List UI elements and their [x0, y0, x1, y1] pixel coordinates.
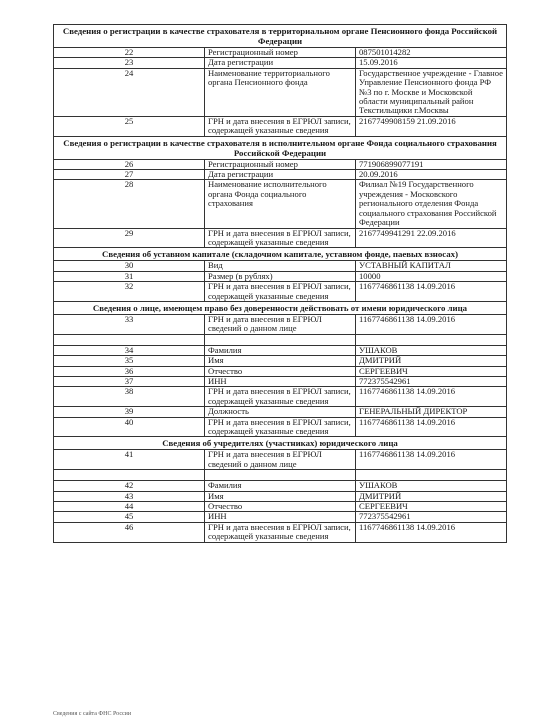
section-header	[54, 437, 507, 450]
row-label: Размер (в рублях)	[205, 271, 356, 281]
row-value: 2167749941291 22.09.2016	[356, 228, 507, 248]
row-label: ГРН и дата внесения в ЕГРЮЛ сведений о данном лице	[205, 450, 356, 470]
row-label: ГРН и дата внесения в ЕГРЮЛ записи, содержащей указанные сведения	[205, 282, 356, 302]
section-header	[54, 136, 507, 159]
table-row	[54, 491, 507, 501]
row-number: 33	[54, 314, 205, 334]
row-label: ГРН и дата внесения в ЕГРЮЛ записи, содержащей указанные сведения	[205, 522, 356, 542]
row-value: 1167746861138 14.09.2016	[356, 282, 507, 302]
row-number: 28	[54, 180, 205, 228]
row-value: 2167749908159 21.09.2016	[356, 116, 507, 136]
row-value: 1167746861138 14.09.2016	[356, 417, 507, 437]
row-value: УСТАВНЫЙ КАПИТАЛ	[356, 261, 507, 271]
row-value: УШАКОВ	[356, 481, 507, 491]
section-title: Сведения о лице, имеющем право без доверенности действовать от имени юридического лица	[54, 301, 507, 314]
row-number: 45	[54, 512, 205, 522]
extract-page	[53, 24, 507, 543]
table-row	[54, 261, 507, 271]
row-label: ИНН	[205, 512, 356, 522]
row-label: ГРН и дата внесения в ЕГРЮЛ записи, содержащей указанные сведения	[205, 387, 356, 407]
row-label: Имя	[205, 491, 356, 501]
row-label: Отчество	[205, 366, 356, 376]
row-label: Отчество	[205, 502, 356, 512]
table-row	[54, 450, 507, 470]
page-footer: Сведения с сайта ФНС России	[53, 711, 132, 717]
table-row	[54, 407, 507, 417]
row-value: УШАКОВ	[356, 345, 507, 355]
row-value: ДМИТРИЙ	[356, 356, 507, 366]
row-label: Регистрационный номер	[205, 48, 356, 58]
row-label: Имя	[205, 356, 356, 366]
table-row	[54, 417, 507, 437]
row-value: 15.09.2016	[356, 58, 507, 68]
table-row	[54, 282, 507, 302]
table-row	[54, 481, 507, 491]
table-row	[54, 512, 507, 522]
spacer-cell	[205, 334, 356, 345]
row-value: 772375542961	[356, 376, 507, 386]
row-value: 1167746861138 14.09.2016	[356, 522, 507, 542]
row-label: Регистрационный номер	[205, 159, 356, 169]
row-label: Дата регистрации	[205, 170, 356, 180]
row-number: 42	[54, 481, 205, 491]
table-row	[54, 170, 507, 180]
row-value: Филиал №19 Государственного учреждения - Московского регионального отделения Фонда социального страхования Российской Федерации	[356, 180, 507, 228]
table-row	[54, 314, 507, 334]
table-row	[54, 356, 507, 366]
row-label: ГРН и дата внесения в ЕГРЮЛ записи, содержащей указанные сведения	[205, 116, 356, 136]
table-row	[54, 345, 507, 355]
section-header	[54, 25, 507, 48]
row-label: ГРН и дата внесения в ЕГРЮЛ записи, содержащей указанные сведения	[205, 417, 356, 437]
row-value: 087501014282	[356, 48, 507, 58]
row-number: 32	[54, 282, 205, 302]
row-number: 26	[54, 159, 205, 169]
row-number: 46	[54, 522, 205, 542]
section-title: Сведения о регистрации в качестве страхователя в исполнительном органе Фонда социального страхования Российской Федерации	[54, 136, 507, 159]
row-number: 40	[54, 417, 205, 437]
row-number: 43	[54, 491, 205, 501]
row-number: 29	[54, 228, 205, 248]
section-title: Сведения об уставном капитале (складочном капитале, уставном фонде, паевых взносах)	[54, 248, 507, 261]
spacer-cell	[54, 334, 205, 345]
row-label: Наименование территориального органа Пенсионного фонда	[205, 68, 356, 116]
table-row	[54, 116, 507, 136]
row-number: 39	[54, 407, 205, 417]
egrul-extract-table	[53, 24, 507, 543]
table-row	[54, 366, 507, 376]
row-value: 20.09.2016	[356, 170, 507, 180]
section-title: Сведения об учредителях (участниках) юридического лица	[54, 437, 507, 450]
row-number: 44	[54, 502, 205, 512]
row-number: 24	[54, 68, 205, 116]
row-number: 25	[54, 116, 205, 136]
row-number: 41	[54, 450, 205, 470]
table-row	[54, 271, 507, 281]
spacer-cell	[356, 470, 507, 481]
row-label: Фамилия	[205, 481, 356, 491]
row-label: Вид	[205, 261, 356, 271]
row-value: 772375542961	[356, 512, 507, 522]
row-number: 38	[54, 387, 205, 407]
spacer-row	[54, 470, 507, 481]
row-number: 23	[54, 58, 205, 68]
spacer-row	[54, 334, 507, 345]
row-number: 31	[54, 271, 205, 281]
row-value: 771906899077191	[356, 159, 507, 169]
table-row	[54, 387, 507, 407]
row-label: Фамилия	[205, 345, 356, 355]
row-number: 36	[54, 366, 205, 376]
table-row	[54, 48, 507, 58]
row-value: ГЕНЕРАЛЬНЫЙ ДИРЕКТОР	[356, 407, 507, 417]
spacer-cell	[205, 470, 356, 481]
row-label: Должность	[205, 407, 356, 417]
row-number: 37	[54, 376, 205, 386]
table-row	[54, 180, 507, 228]
row-label: Дата регистрации	[205, 58, 356, 68]
table-row	[54, 502, 507, 512]
row-number: 34	[54, 345, 205, 355]
row-value: Государственное учреждение - Главное Управление Пенсионного фонда РФ №3 по г. Москве и Московской области муниципальный район Текстильщики г.Москвы	[356, 68, 507, 116]
row-number: 27	[54, 170, 205, 180]
row-value: СЕРГЕЕВИЧ	[356, 366, 507, 376]
row-label: ГРН и дата внесения в ЕГРЮЛ записи, содержащей указанные сведения	[205, 228, 356, 248]
table-row	[54, 58, 507, 68]
spacer-cell	[356, 334, 507, 345]
row-label: ИНН	[205, 376, 356, 386]
row-value: 1167746861138 14.09.2016	[356, 387, 507, 407]
row-label: ГРН и дата внесения в ЕГРЮЛ сведений о данном лице	[205, 314, 356, 334]
table-row	[54, 159, 507, 169]
table-row	[54, 228, 507, 248]
table-row	[54, 376, 507, 386]
row-value: ДМИТРИЙ	[356, 491, 507, 501]
row-number: 30	[54, 261, 205, 271]
egrul-table-body	[54, 25, 507, 543]
row-value: 1167746861138 14.09.2016	[356, 450, 507, 470]
section-header	[54, 301, 507, 314]
row-number: 35	[54, 356, 205, 366]
row-value: СЕРГЕЕВИЧ	[356, 502, 507, 512]
row-number: 22	[54, 48, 205, 58]
table-row	[54, 522, 507, 542]
section-title: Сведения о регистрации в качестве страхователя в территориальном органе Пенсионного фонда Российской Федерации	[54, 25, 507, 48]
section-header	[54, 248, 507, 261]
row-value: 1167746861138 14.09.2016	[356, 314, 507, 334]
table-row	[54, 68, 507, 116]
row-label: Наименование исполнительного органа Фонда социального страхования	[205, 180, 356, 228]
row-value: 10000	[356, 271, 507, 281]
spacer-cell	[54, 470, 205, 481]
